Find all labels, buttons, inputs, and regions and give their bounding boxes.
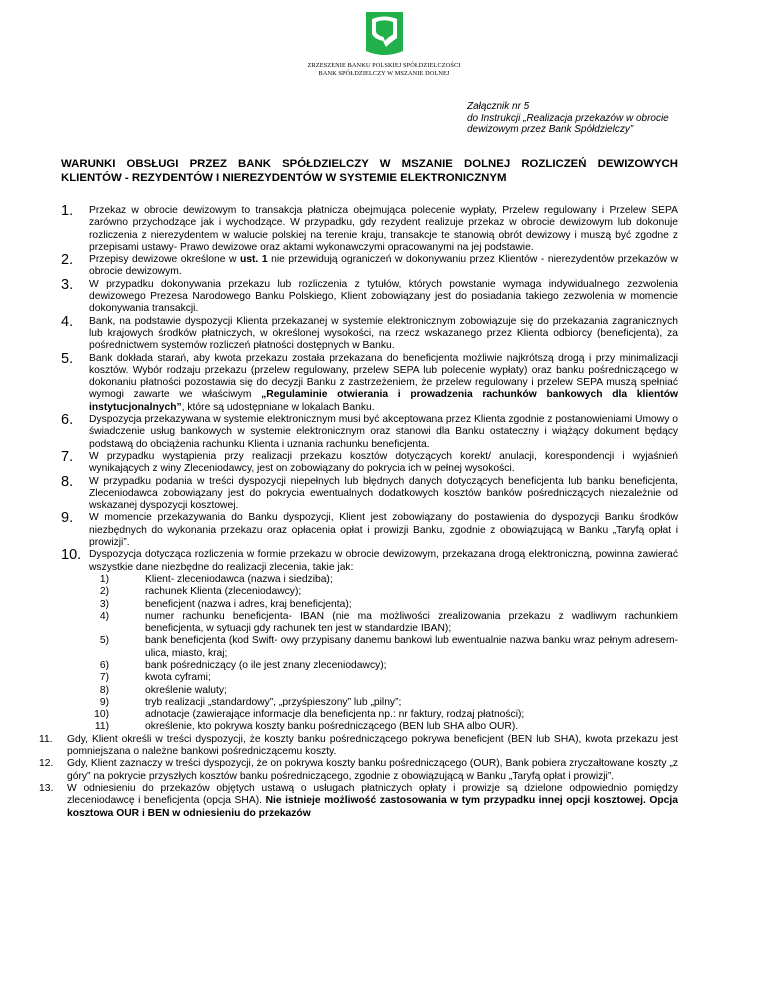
list-item xyxy=(61,512,678,549)
sub-list-item xyxy=(61,611,678,636)
item-text-bold: ust. 1 xyxy=(239,254,268,266)
item-text: , które są udostępniane w lokalach Banku. xyxy=(181,401,375,413)
sub-list xyxy=(61,574,678,734)
sub-item-text: numer rachunku beneficjenta- IBAN (nie ma możliwości zrealizowania przekazu z wadliwym rachunkiem beneficjenta, w sytuacji gdy rachunek ten jest w standardzie IBAN); xyxy=(145,610,678,635)
title-line2: KLIENTÓW - REZYDENTÓW I NIEREZYDENTÓW W SYSTEMIE ELEKTRONICZNYM xyxy=(61,171,507,184)
item-text-bold: „Regulaminie otwierania i prowadzenia rachunków bankowych dla klientów instytucjonalnych” xyxy=(89,389,678,413)
item-text: W przypadku dokonywania przekazu lub rozliczenia z tytułów, których powstanie wymaga indywidualnego zezwolenia dewizowego Prezesa Narodowego Banku Polskiego, Klient zobowiązany jest do posiadania takiego zezwolenia w momencie dokonywania transakcji. xyxy=(89,278,678,315)
list-item xyxy=(61,473,678,513)
item-number: 13. xyxy=(39,782,54,794)
sub-list-item xyxy=(61,599,678,611)
item-text: nie przewidują ograniczeń w dokonywaniu przez Klientów - nierezydentów przekazów w obrocie dewizowym. xyxy=(89,254,678,278)
item-text: Gdy, Klient zaznaczy w treści dyspozycji, że on pokrywa koszty banku pośredniczącego (OUR), Bank pobiera zryczałtowane koszty „z góry” na pokrycie przyszłych kosztów banku pośredniczącego, zgodnie z obowiązującą w Banku „Taryfą opłat i prowizji”. xyxy=(67,758,678,782)
item-text: W przypadku podania w treści dyspozycji niepełnych lub błędnych danych dotyczących beneficjenta lub banku beneficjenta, Zleceniodawca zobowiązany jest do pokrycia ewentualnych dodatkowych kosztów banków pośredniczących niezależnie od wskazanej dyspozycji kosztowej. xyxy=(89,475,678,512)
sub-list-item xyxy=(61,672,678,684)
sub-item-number: 4) xyxy=(99,610,109,622)
sub-list-item xyxy=(61,660,678,672)
sub-list-item xyxy=(61,685,678,697)
sub-item-text: bank pośredniczący (o ile jest znany zleceniodawcy); xyxy=(145,659,387,671)
sub-item-number: 11) xyxy=(94,721,109,733)
sub-list-item xyxy=(61,709,678,721)
sub-list-item xyxy=(61,697,678,709)
item-number: 9. xyxy=(61,510,74,527)
sub-item-text: określenie waluty; xyxy=(145,684,227,696)
sub-item-text: rachunek Klienta (zleceniodawcy); xyxy=(145,586,302,598)
item-text: W odniesieniu do przekazów objętych ustawą o usługach płatniczych opłaty i prowizje są dzielone odpowiednio pomiędzy zleceniodawcę i beneficjenta (opcja SHA). xyxy=(67,782,678,807)
item-number: 11. xyxy=(39,733,53,745)
item-text: Przepisy dewizowe określone w xyxy=(89,254,240,266)
sub-list-item xyxy=(61,721,678,733)
item-text: W przypadku wystąpienia przy realizacji przekazu kosztów dotyczących korekt/ anulacji, korespondencji i wyjaśnień wynikających z winy Zleceniodawcy, jest on zobowiązany do pokrycia ich w pełnej wysokości. xyxy=(89,450,678,475)
item-number: 1. xyxy=(61,203,74,219)
org-name-line1: ZRZESZENIE BANKU POLSKIEJ SPÓŁDZIELCZOŚCI xyxy=(307,62,461,69)
item-number: 3. xyxy=(61,276,74,293)
sub-item-number: 2) xyxy=(99,586,109,598)
sub-item-number: 8) xyxy=(99,684,109,696)
list-item xyxy=(61,205,678,254)
item-text: Dyspozycja przekazywana w systemie elektronicznym musi być akceptowana przez Klienta zgodnie z postanowieniami Umowy o świadczenie usług bankowych w systemie elektronicznym oraz stanowi dla Banku ostateczny i wiążący dokument będący podstawą do obciążenia rachunku Klienta i uznania rachunku beneficjenta. xyxy=(89,414,678,450)
item-text: Przekaz w obrocie dewizowym to transakcja płatnicza obejmująca polecenie wypłaty, Przelew regulowany i Przelew SEPA zarówno przychodzące jak i wychodzące. W przypadku, gdy rezydent realizuje przekaz w obrocie dewizowym lub dokonuje rozliczenia z nierezydentem w walucie polskiej na terenie kraju, transakcje te stanowią obrót dewizowy i muszą być zgodne z przepisami ustawy- Prawo dewizowe oraz aktami wykonawczymi opracowanymi na jej podstawie. xyxy=(89,205,678,253)
document-title xyxy=(61,158,678,186)
sub-item-number: 6) xyxy=(99,659,109,671)
sub-item-text: Klient- zleceniodawca (nazwa i siedziba); xyxy=(145,573,333,585)
list-item xyxy=(39,733,678,759)
annex-line2: do Instrukcji „Realizacja przekazów w obrocie xyxy=(467,112,669,124)
annex-note xyxy=(467,101,669,136)
list-item xyxy=(61,448,678,476)
list-item xyxy=(61,549,678,574)
item-number: 10. xyxy=(61,547,82,564)
sub-item-number: 10) xyxy=(94,709,109,721)
list-item xyxy=(61,350,678,414)
list-item xyxy=(39,782,678,820)
sub-item-text: beneficjent (nazwa i adres, kraj beneficjenta); xyxy=(145,598,352,610)
sub-item-text: adnotacje (zawierające informacje dla beneficjenta np.: nr faktury, rodzaj płatności); xyxy=(145,709,525,721)
sub-item-number: 1) xyxy=(99,573,109,585)
item-text: W momencie przekazywania do Banku dyspozycji, Klient jest zobowiązany do postawienia do dyspozycji Banku środków niezbędnych do wykonania przekazu oraz opłacenia opłat i prowizji Banku, zgodnie z obowiązującą w Banku „Taryfą opłat i prowizji”. xyxy=(89,512,678,549)
list-item xyxy=(39,758,678,783)
item-number: 8. xyxy=(61,473,74,490)
list-item xyxy=(61,313,678,353)
sub-item-number: 5) xyxy=(99,635,109,647)
item-number: 4. xyxy=(61,313,74,330)
item-number: 5. xyxy=(61,350,74,367)
item-text: Gdy, Klient określi w treści dyspozycji, że koszty banku pośredniczącego pokrywa beneficjent (BEN lub SHA), kwota przekazu jest pomniejszana o należne bankowi pośredniczącemu koszty. xyxy=(67,733,678,758)
sub-item-number: 7) xyxy=(99,672,109,684)
sub-item-number: 9) xyxy=(99,696,109,708)
list-item xyxy=(61,276,678,316)
sub-item-text: bank beneficjenta (kod Swift- owy przypisany danemu bankowi lub ewentualnie nazwa banku wraz pełnym adresem- ulica, miasto, kraj; xyxy=(145,635,678,659)
org-name-line2: BANK SPÓŁDZIELCZY W MSZANIE DOLNEJ xyxy=(318,70,450,77)
list-item xyxy=(61,414,678,451)
item-text: Bank dokłada starań, aby kwota przekazu została przekazana do beneficjenta możliwie najkrótszą drogą i przy minimalizacji kosztów. Wybór rodzaju przekazu (przelew regulowany, przelew SEPA lub polecenie wypłaty) oraz banku pośredniczącego w dokonaniu płatności pozostawia się do decyzji Banku z zastrzeżeniem, że przelew regulowany i przelew SEPA muszą spełniać wymogi zawarte we właściwym xyxy=(89,352,678,401)
sub-item-text: określenie, kto pokrywa koszty banku pośredniczącego (BEN lub SHA albo OUR). xyxy=(145,721,519,733)
item-number: 2. xyxy=(61,252,74,269)
item-text: Bank, na podstawie dyspozycji Klienta przekazanej w systemie elektronicznym zobowiązuje się do przekazania zagranicznych lub krajowych środków płatniczych, w określonej wysokości, na rzecz wskazanego przez Klienta odbiorcy (beneficjenta), za pośrednictwem systemów rozliczeń płatności dostępnych w Banku. xyxy=(89,315,678,352)
sub-list-item xyxy=(61,635,678,660)
sub-list-item xyxy=(61,586,678,598)
sub-item-number: 3) xyxy=(99,598,109,610)
item-number: 6. xyxy=(61,412,74,429)
title-line1: WARUNKI OBSŁUGI PRZEZ BANK SPÓŁDZIELCZY W MSZANIE DOLNEJ ROZLICZEŃ DEWIZOWYCH xyxy=(61,158,678,170)
annex-line3: dewizowym przez Bank Spółdzielczy” xyxy=(467,124,634,136)
item-text-bold: Nie istnieje możliwość zastosowania w tym przypadku innej opcji kosztowej. Opcja kosztowa OUR i BEN w odniesieniu do przekazów xyxy=(67,795,678,819)
item-text: Dyspozycja dotycząca rozliczenia w formie przekazu w obrocie dewizowym, przekazana drogą elektroniczną, powinna zawierać wszystkie dane niezbędne do realizacji zlecenia, takie jak: xyxy=(89,549,678,573)
item-number: 12. xyxy=(39,758,54,770)
annex-line1: Załącznik nr 5 xyxy=(467,101,530,112)
bank-logo-icon xyxy=(362,10,407,58)
item-number: 7. xyxy=(61,448,74,465)
terms-list xyxy=(39,203,678,820)
sub-item-text: kwota cyframi; xyxy=(145,672,211,684)
sub-item-text: tryb realizacji „standardowy”, „przyśpieszony” lub „pilny”; xyxy=(145,696,402,708)
sub-list-item xyxy=(61,574,678,586)
list-item xyxy=(61,254,678,279)
